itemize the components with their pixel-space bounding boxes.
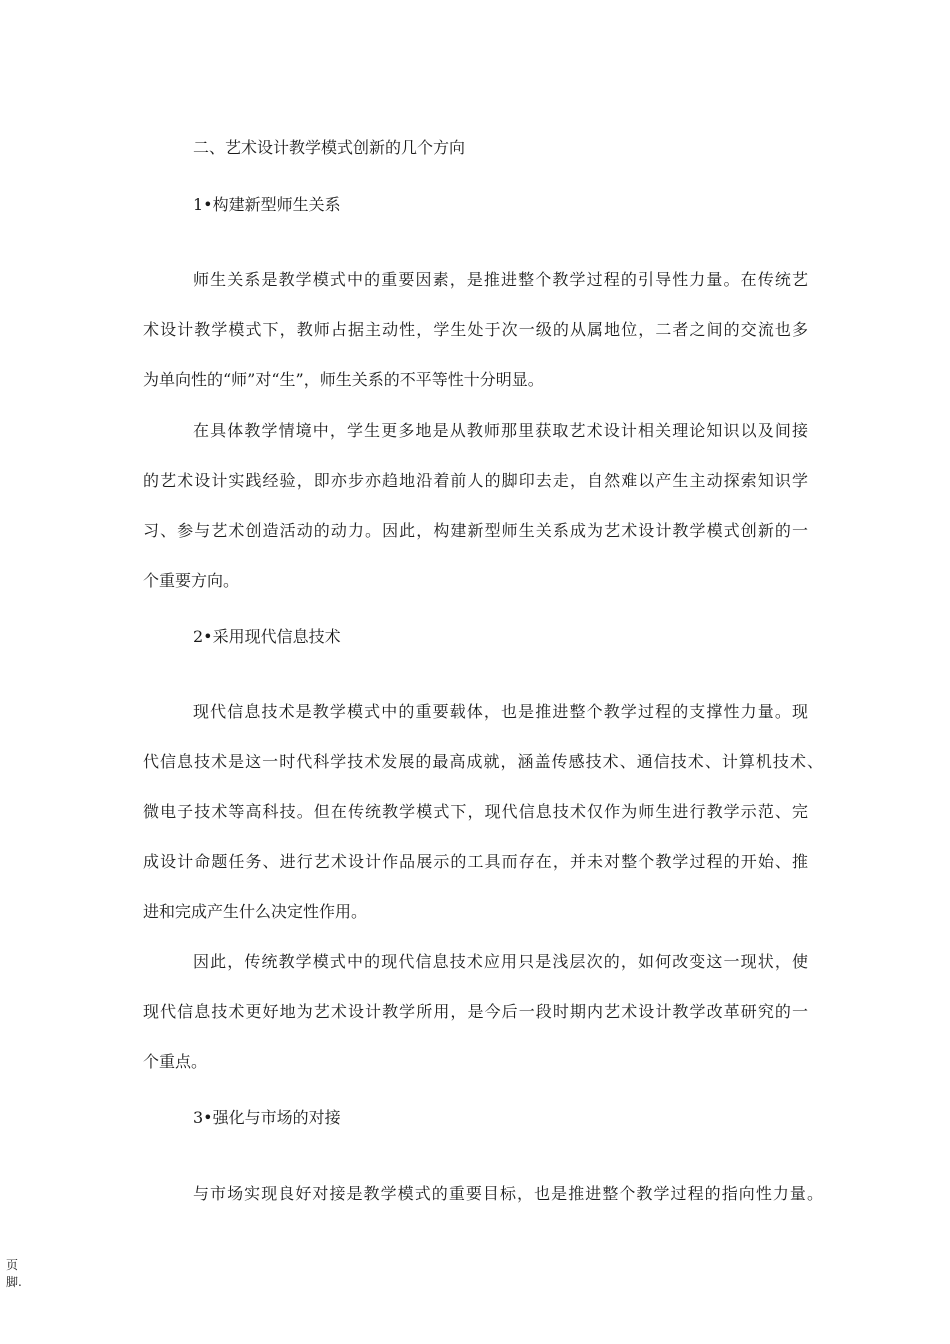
subsection-title: 2•采用现代信息技术 <box>193 627 341 646</box>
footer-line: 脚. <box>6 1275 22 1289</box>
paragraph-line: 习、参与艺术创造活动的动力。因此，构建新型师生关系成为艺术设计教学模式创新的一 <box>143 521 808 540</box>
paragraph-line: 为单向性的“师”对“生”，师生关系的不平等性十分明显。 <box>143 370 544 389</box>
page-footer <box>6 1257 22 1291</box>
paragraph-line: 现代信息技术是教学模式中的重要载体，也是推进整个教学过程的支撑性力量。现 <box>193 702 808 721</box>
subsection-title: 1•构建新型师生关系 <box>193 195 341 214</box>
paragraph-line: 个重要方向。 <box>143 571 240 590</box>
paragraph-line: 个重点。 <box>143 1052 208 1071</box>
paragraph-line: 与市场实现良好对接是教学模式的重要目标，也是推进整个教学过程的指向性力量。 <box>193 1184 823 1203</box>
paragraph-line: 代信息技术是这一时代科学技术发展的最高成就，涵盖传感技术、通信技术、计算机技术、 <box>143 752 823 771</box>
subsection-title: 3•强化与市场的对接 <box>193 1108 341 1127</box>
paragraph-line: 成设计命题任务、进行艺术设计作品展示的工具而存在，并未对整个教学过程的开始、推 <box>143 852 808 871</box>
paragraph-line: 师生关系是教学模式中的重要因素，是推进整个教学过程的引导性力量。在传统艺 <box>193 270 808 289</box>
paragraph-line: 微电子技术等高科技。但在传统教学模式下，现代信息技术仅作为师生进行教学示范、完 <box>143 802 808 821</box>
paragraph-line: 在具体教学情境中，学生更多地是从教师那里获取艺术设计相关理论知识以及间接 <box>193 421 808 440</box>
paragraph-line: 术设计教学模式下，教师占据主动性，学生处于次一级的从属地位，二者之间的交流也多 <box>143 320 808 339</box>
footer-line: 页 <box>6 1258 19 1272</box>
paragraph-line: 进和完成产生什么决定性作用。 <box>143 902 368 921</box>
paragraph-line: 因此，传统教学模式中的现代信息技术应用只是浅层次的，如何改变这一现状，使 <box>193 952 808 971</box>
paragraph-line: 的艺术设计实践经验，即亦步亦趋地沿着前人的脚印去走，自然难以产生主动探索知识学 <box>143 471 808 490</box>
section-heading: 二、艺术设计教学模式创新的几个方向 <box>193 138 466 157</box>
paragraph-line: 现代信息技术更好地为艺术设计教学所用，是今后一段时期内艺术设计教学改革研究的一 <box>143 1002 808 1021</box>
